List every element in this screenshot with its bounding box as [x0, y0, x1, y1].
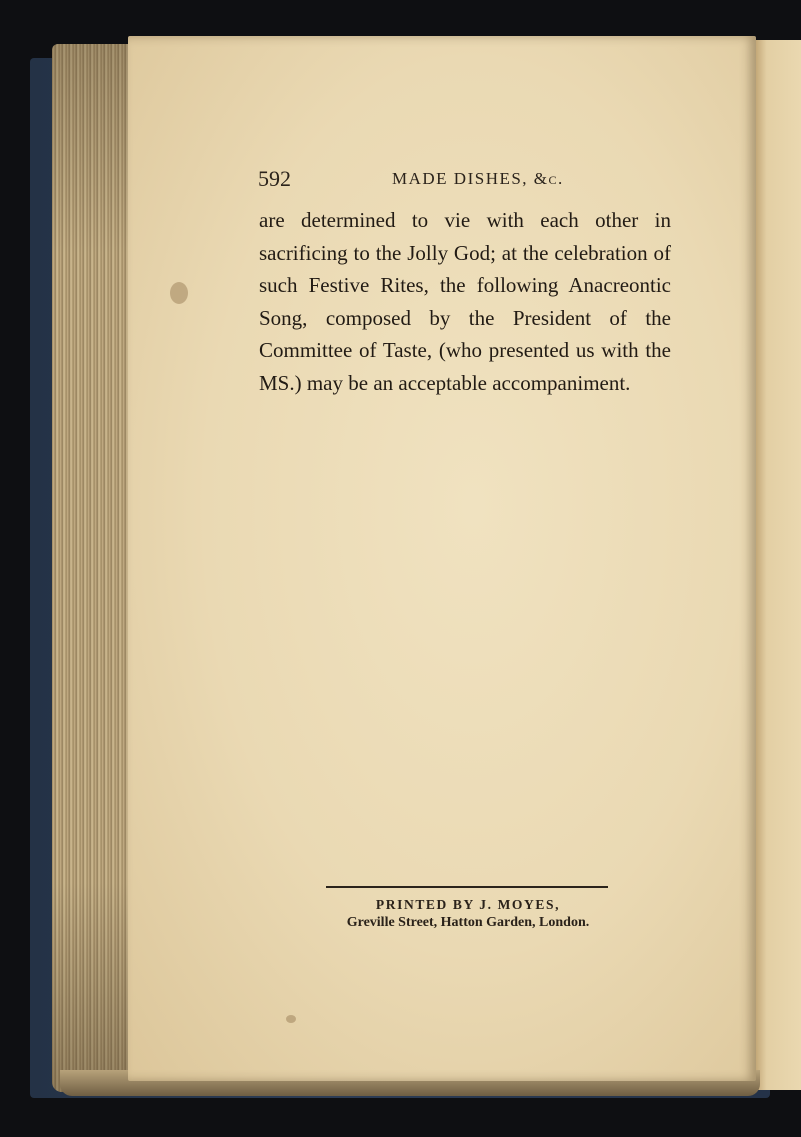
- page-header: [258, 166, 678, 196]
- running-head: MADE DISHES, &c.: [392, 169, 564, 188]
- imprint-address: Greville Street, Hatton Garden, London.: [346, 915, 590, 930]
- page-number: 592: [258, 166, 291, 191]
- facing-page-edge: [752, 40, 801, 1090]
- imprint-rule: [326, 886, 608, 888]
- body-paragraph: are determined to vie with each other in sacrificing to the Jolly God; at the celebration of such Festive Rites, the following Anacreontic Song, composed by the President of the Committee of Taste, (who presented us with the MS.) may be an acceptable accompaniment.: [259, 208, 671, 395]
- body-text: [259, 204, 671, 399]
- paper-stain: [286, 1015, 296, 1023]
- paper-stain: [170, 282, 188, 304]
- imprint-printer: PRINTED BY J. MOYES,: [375, 897, 561, 912]
